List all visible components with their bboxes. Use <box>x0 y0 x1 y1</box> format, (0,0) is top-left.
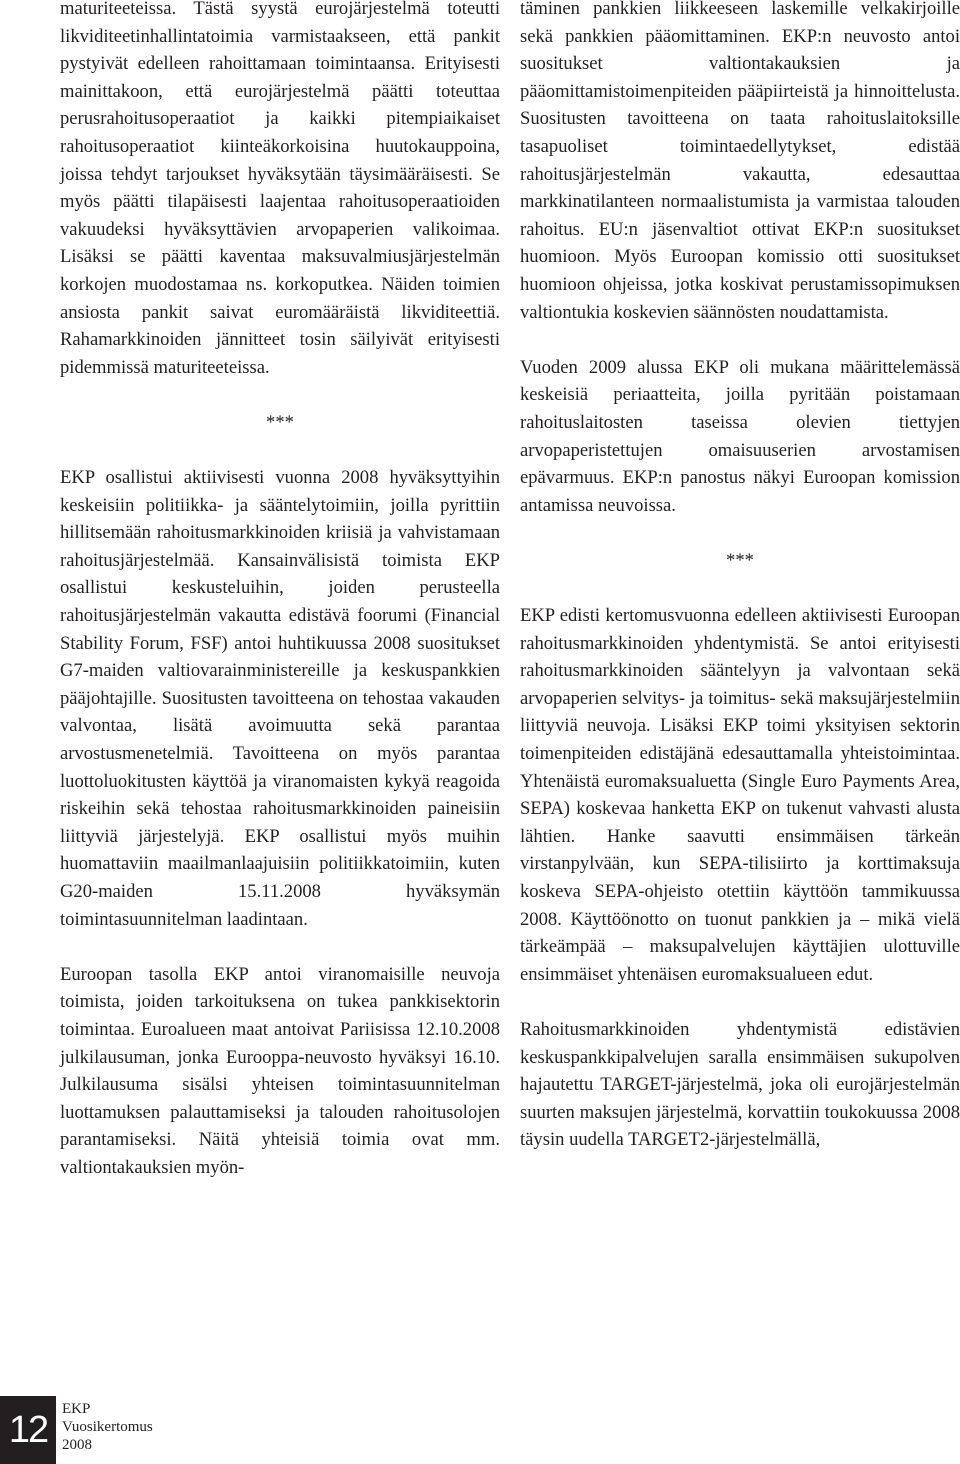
left-paragraph-3: Euroopan tasolla EKP antoi viranomaisille neuvoja toimista, joiden tarkoituksena on tukea pankkisektorin toimintaa. Euroalueen maat antoivat Pariisissa 12.10.2008 julkilausuman, jonka Eurooppa-neuvosto hyväksyi 16.10. Julkilausuma sisälsi yhteisen toimintasuunnitelman luottamuksen palauttamiseksi ja talouden rahoitusolojen parantamiseksi. Näitä yhteisiä toimia ovat mm. valtiontakauksien myön- <box>60 963 500 1178</box>
page-number: 12 <box>0 1396 56 1464</box>
footer-publication: Vuosikertomus <box>62 1419 153 1435</box>
right-paragraph-1: täminen pankkien liikkeeseen laskemille velkakirjoille sekä pankkien pääomittaminen. EKP:n neuvosto antoi suositukset valtiontakauksien ja pääomittamistoimenpiteiden pääpiirteistä ja hinnoittelusta. Suositusten tavoitteena on taata rahoituslaitoksille tasapuoliset toimintaedellytykset, edistää rahoitusjärjestelmän vakautta, edesauttaa markkinatilanteen normaalistumista ja varmistaa talouden rahoitus. EU:n jäsenvaltiot ottivat EKP:n suositukset huomioon. Myös Euroopan komissio otti suositukset huomioon ohjeissa, jotka koskivat perustamissopimuksen valtiontukia koskevien säännösten noudattamista. <box>520 0 960 323</box>
left-paragraph-2: EKP osallistui aktiivisesti vuonna 2008 hyväksyttyihin keskeisiin politiikka- ja sääntelytoimiin, joilla pyrittiin hillitsemään rahoitusmarkkinoiden kriisiä ja vahvistamaan rahoitusjärjestelmää. Kansainvälisistä toimista EKP osallistui keskusteluihin, joiden perusteella rahoitusjärjestelmän vakautta edistävä foorumi (Financial Stability Forum, FSF) antoi huhtikuussa 2008 suositukset G7-maiden valtiovarainministereille ja keskuspankkien pääjohtajille. Suositusten tavoitteena on tehostaa vakauden valvontaa, lisätä avoimuutta sekä parantaa arvostusmenetelmiä. Tavoitteena on myös parantaa luottoluokitusten käyttöä ja viranomaisten kykyä reagoida riskeihin sekä tehostaa rahoitusmarkkinoiden paineisiin liittyviä järjestelyjä. EKP osallistui myös muihin huomattaviin maailmanlaajuisiin politiikkatoimiin, kuten G20-maiden 15.11.2008 hyväksymän toimintasuunnitelman laadintaan. <box>60 467 500 930</box>
right-paragraph-3: EKP edisti kertomusvuonna edelleen aktiivisesti Euroopan rahoitusmarkkinoiden yhdentymistä. Se antoi erityisesti rahoitusmarkkinoiden sääntelyyn ja valvontaan sekä arvopaperien selvitys- ja toimitus- sekä maksujärjestelmiin liittyviä neuvoja. Lisäksi EKP toimi yksityisen sektorin toimenpiteiden edistäjänä edesauttamalla yhteistoimintaa. Yhtenäistä euromaksualuetta (Single Euro Payments Area, SEPA) koskevaa hanketta EKP on tukenut vahvasti alusta lähtien. Hanke saavutti ensimmäisen tärkeän virstanpylvään, kun SEPA-tilisiirto ja korttimaksuja koskeva SEPA-ohjeisto otettiin käyttöön tammikuussa 2008. Käyttöönotto on tuonut pankkien ja – mikä vielä tärkeämpää – maksupalvelujen käyttäjien ulottuville ensimmäiset yhtenäisen euromaksualueen edut. <box>520 605 960 985</box>
right-paragraph-2: Vuoden 2009 alussa EKP oli mukana määrittelemässä keskeisiä periaatteita, joilla pyritään poistamaan rahoituslaitosten taseissa olevien tiettyjen arvopaperistettujen omaisuuserien arvostamisen epävarmuus. EKP:n panostus näkyi Euroopan komission antamissa neuvoissa. <box>520 356 960 516</box>
section-separator: *** <box>266 411 294 433</box>
section-separator: *** <box>726 549 754 571</box>
footer-publication-label <box>62 1400 153 1454</box>
left-paragraph-1: maturiteeteissa. Tästä syystä eurojärjestelmä toteutti likviditeetinhallintatoimia varmistaakseen, että pankit pystyivät edelleen rahoittamaan toimintaansa. Erityisesti mainittakoon, että eurojärjestelmä päätti toteuttaa perusrahoitusoperaatiot ja kaikki pitempiaikaiset rahoitusoperaatiot kiinteäkorkoisina huutokauppoina, joissa tehdyt tarjoukset hyväksytään täysimääräisesti. Se myös päätti tilapäisesti laajentaa rahoitusoperaatioiden vakuudeksi hyväksyttävien arvopaperien valikoimaa. Lisäksi se päätti kaventaa maksuvalmiusjärjestelmän korkojen muodostamaa ns. korkoputkea. Näiden toimien ansiosta pankit saivat euromääräistä likviditeettiä. Rahamarkkinoiden jännitteet tosin säilyivät erityisesti pidemmissä maturiteeteissa. <box>60 0 500 378</box>
footer-year: 2008 <box>62 1437 92 1453</box>
left-column <box>60 0 500 1182</box>
footer-org: EKP <box>62 1401 91 1417</box>
right-column <box>520 0 960 1154</box>
right-paragraph-4: Rahoitusmarkkinoiden yhdentymistä edistävien keskuspankkipalvelujen saralla ensimmäisen sukupolven hajautettu TARGET-järjestelmä, joka oli eurojärjestelmän suurten maksujen järjestelmä, korvattiin toukokuussa 2008 täysin uudella TARGET2-järjestelmällä, <box>520 1018 960 1151</box>
